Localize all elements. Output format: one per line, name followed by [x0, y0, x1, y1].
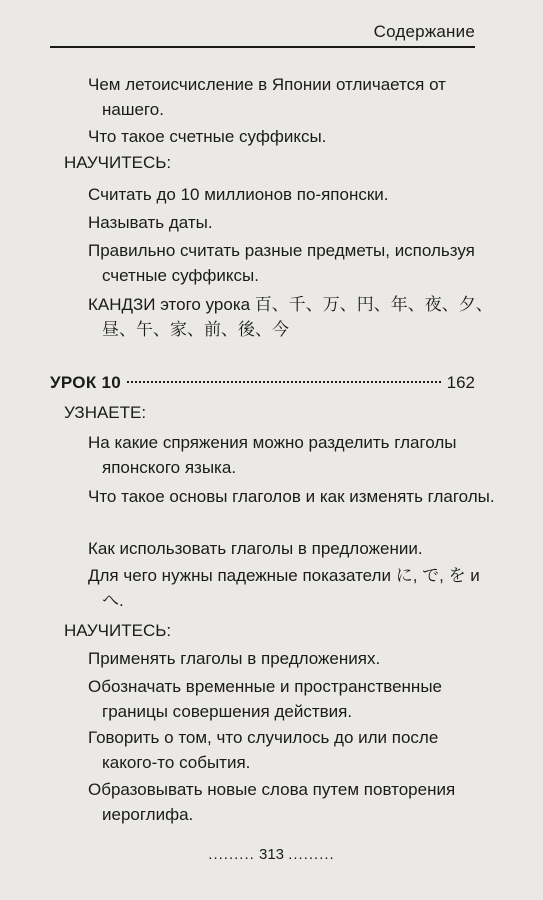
list-item: Обозначать временные и пространственные границы совершения действия.: [88, 677, 442, 721]
footer-dots-right: .........: [288, 846, 335, 863]
list-item: Чем летоисчисление в Японии отличается от нашего.: [88, 75, 446, 119]
list-item: Что такое счетные суффиксы.: [88, 127, 327, 146]
list-item: Образовывать новые слова путем повторения иероглифа.: [88, 780, 456, 824]
lesson-heading-row: [50, 370, 475, 395]
header-rule: [50, 46, 475, 48]
list-item: Применять глаголы в предложениях.: [88, 649, 381, 668]
list-item: Считать до 10 миллионов по-японски.: [88, 185, 389, 204]
list-item: Что такое основы глаголов и как изменять глаголы.: [88, 487, 495, 506]
section-label-learn-out: УЗНАЕТЕ:: [64, 403, 147, 422]
footer-dots-left: .........: [208, 846, 255, 863]
lesson-title: УРОК 10: [50, 373, 122, 392]
list-item: Говорить о том, что случилось до или после какого-то события.: [88, 728, 439, 772]
dot-leader: [127, 381, 441, 383]
list-item: Называть даты.: [88, 213, 213, 232]
header-title: Содержание: [373, 22, 475, 41]
list-item: Для чего нужны падежные показатели に, で, を и へ.: [88, 566, 480, 610]
list-item: Как использовать глаголы в предложении.: [88, 539, 423, 558]
list-item: Правильно считать разные предметы, используя счетные суффиксы.: [88, 241, 475, 285]
section-label-learn: НАУЧИТЕСЬ:: [64, 153, 172, 172]
list-item: На какие спряжения можно разделить глаголы японского языка.: [88, 433, 457, 477]
lesson-page-number: 162: [446, 373, 475, 392]
section-label-learn: НАУЧИТЕСЬ:: [64, 621, 172, 640]
page-number: 313: [258, 846, 285, 863]
page-footer: [0, 846, 543, 863]
kanji-list-item: КАНДЗИ этого урока 百、千、万、円、年、夜、夕、昼、午、家、前、後、今: [88, 295, 493, 339]
